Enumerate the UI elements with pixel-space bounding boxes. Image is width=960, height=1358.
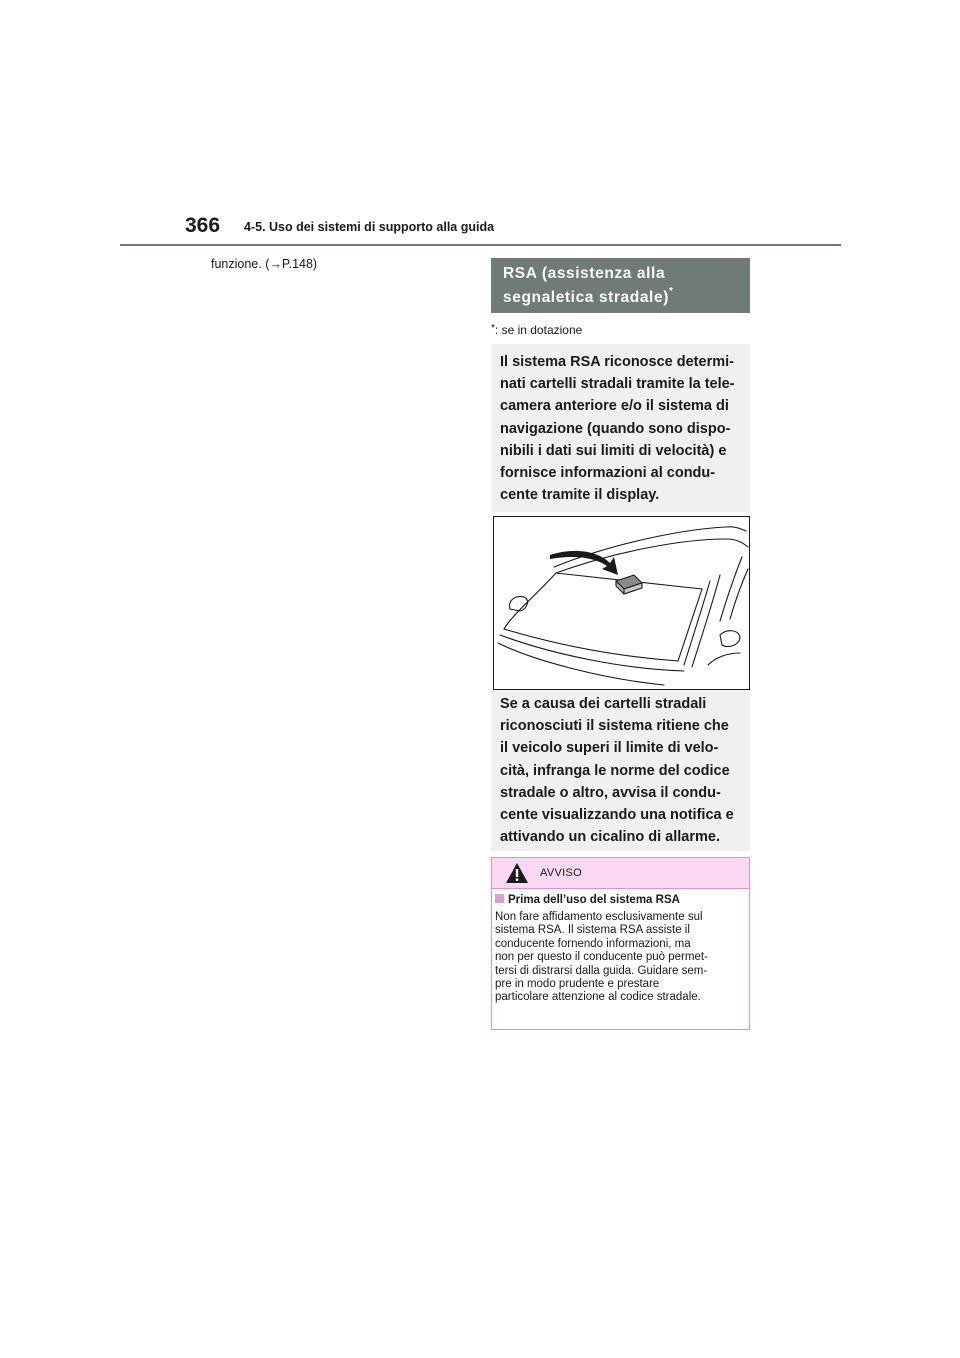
- right-body-line: [708, 653, 740, 665]
- right-mirror-outline: [720, 631, 740, 647]
- rsa-title-box: [491, 258, 750, 313]
- page-number: 366: [185, 214, 221, 237]
- footnote-text: : se in dotazione: [494, 323, 583, 337]
- footnote: [491, 323, 582, 339]
- intro-text: Il sistema RSA riconosce determi- nati cartelli stradali tramite la tele- camera anteriore e/o il sistema di navigazione (quando sono dispo- nibili i dati sui limiti di velocità) e fornisce informazioni al condu- cente tramite il display.: [500, 354, 735, 504]
- header-rule: [120, 244, 841, 246]
- footnote-asterisk: *: [491, 323, 495, 334]
- dashboard-line: [500, 635, 684, 671]
- left-column-text: funzione. (→P.148): [211, 257, 318, 271]
- rsa-title-line-1: RSA (assistenza alla: [503, 265, 666, 282]
- roof-inner-right: [726, 539, 748, 547]
- intro-panel: [491, 344, 750, 512]
- warning-box: [491, 857, 750, 1030]
- explanation-text: Se a causa dei cartelli stradali riconosciuti il sistema ritiene che il veicolo superi il limite di velo- cità, infranga le norme del codice stradale o altro, avvisa il condu- cente visualizzando una notifica e attivando un cicalino di allarme.: [500, 696, 734, 846]
- square-bullet-icon: [495, 894, 504, 903]
- left-mirror-outline: [510, 597, 528, 611]
- rsa-title-line-2: [503, 286, 738, 310]
- warning-subtitle-text: Prima dell’uso del sistema RSA: [508, 894, 680, 906]
- door-frame-line: [720, 557, 742, 621]
- a-pillar-inner: [678, 589, 702, 661]
- warning-label: AVVISO: [540, 867, 582, 879]
- warning-subtitle: [495, 893, 680, 907]
- warning-triangle-icon: [505, 862, 529, 884]
- rsa-title-line-2-text: segnaletica stradale): [503, 289, 669, 306]
- roof-line-outer: [554, 527, 726, 567]
- explanation-panel: [491, 690, 750, 851]
- section-heading: 4-5. Uso dei sistemi di supporto alla guida: [244, 220, 495, 234]
- dashboard-line-2: [498, 643, 664, 685]
- door-frame-line-2: [730, 569, 748, 619]
- warning-body: Non fare affidamento esclusivamente sul sistema RSA. Il sistema RSA assiste il conducente fornendo informazioni, ma non per questo il conducente può permet- tersi di distrarsi dalla guida. Guidare sem- pre in modo prudente e prestare particolare attenzione al codice stradale.: [495, 911, 708, 1004]
- windshield-camera-illustration: [493, 516, 750, 690]
- rsa-title-asterisk: *: [668, 285, 674, 297]
- warning-header: [492, 858, 749, 889]
- windshield-camera-drawing: [494, 517, 749, 689]
- windshield-left-edge: [504, 573, 556, 629]
- roof-curve-right: [726, 527, 746, 531]
